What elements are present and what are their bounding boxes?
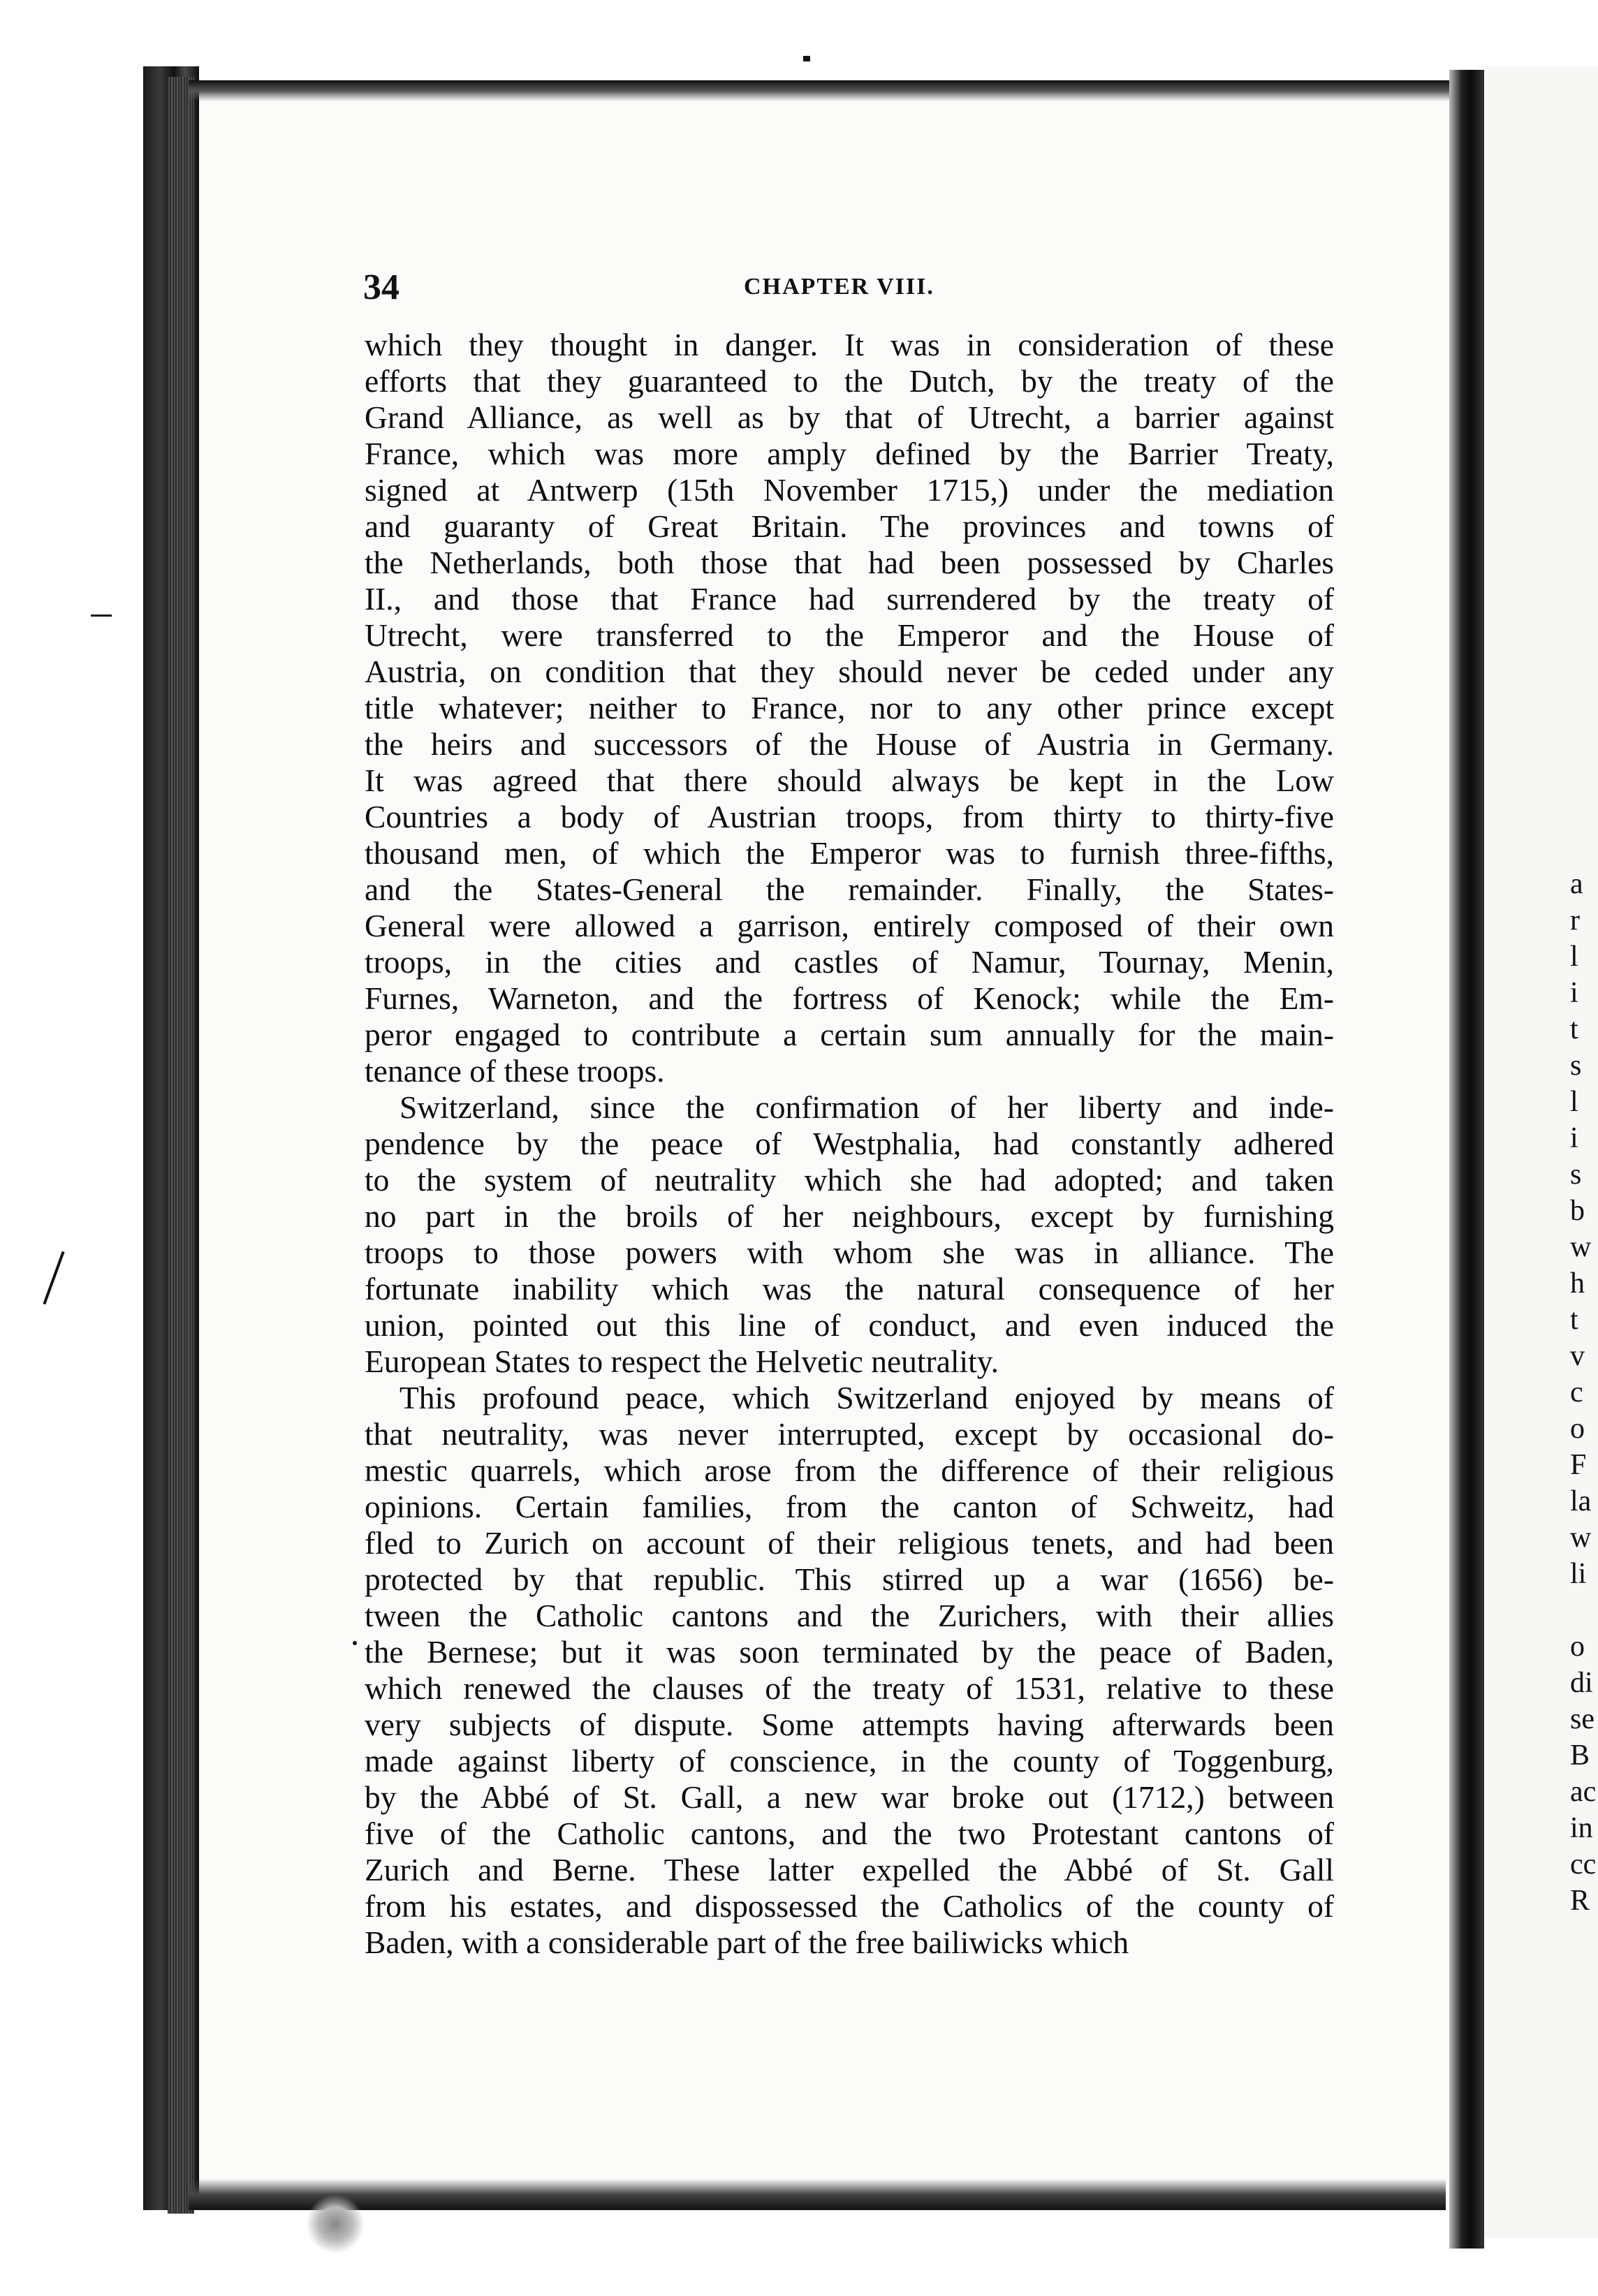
text-line: Furnes, Warneton, and the fortress of Kenock; while the Em-	[365, 980, 1334, 1016]
facing-page-fragment: cc	[1570, 1848, 1597, 1881]
text-line: from his estates, and dispossessed the Catholics of the county of	[365, 1888, 1334, 1924]
text-line: and the States-General the remainder. Finally, the States-	[365, 871, 1334, 907]
text-line: Countries a body of Austrian troops, from thirty to thirty-five	[365, 799, 1334, 834]
facing-page-fragment: la	[1570, 1485, 1592, 1517]
facing-page-fragment: a	[1570, 868, 1583, 900]
text-line: Switzerland, since the confirmation of her liberty and inde-	[400, 1089, 1334, 1125]
chapter-title: CHAPTER VIII.	[744, 274, 934, 300]
ink-speck	[91, 615, 112, 617]
text-line: which renewed the clauses of the treaty of 1531, relative to these	[365, 1670, 1334, 1706]
facing-page-fragment: h	[1570, 1267, 1585, 1300]
page-number: 34	[363, 267, 400, 307]
facing-page-fragment: ac	[1570, 1776, 1597, 1808]
text-line: title whatever; neither to France, nor to any other prince except	[365, 690, 1334, 726]
text-line: France, which was more amply defined by the Barrier Treaty,	[365, 436, 1334, 471]
facing-page-fragment: s	[1570, 1050, 1582, 1082]
text-line: five of the Catholic cantons, and the two Protestant cantons of	[365, 1816, 1334, 1851]
facing-page-fragment: li	[1570, 1558, 1587, 1590]
facing-page-fragment: i	[1570, 977, 1578, 1009]
text-line: General were allowed a garrison, entirely composed of their own	[365, 908, 1334, 943]
facing-page-fragment: l	[1570, 941, 1578, 973]
text-line: tenance of these troops.	[365, 1053, 665, 1089]
text-line: protected by that republic. This stirred up a war (1656) be-	[365, 1561, 1334, 1597]
text-line: Grand Alliance, as well as by that of Utrecht, a barrier against	[365, 399, 1334, 435]
text-line: Zurich and Berne. These latter expelled the Abbé of St. Gall	[365, 1852, 1334, 1887]
facing-page-fragment: v	[1570, 1340, 1585, 1372]
text-line: This profound peace, which Switzerland enjoyed by means of	[400, 1380, 1334, 1415]
facing-page-fragment: B	[1570, 1739, 1590, 1772]
facing-page-fragment: R	[1570, 1885, 1590, 1917]
ink-speck	[43, 1251, 64, 1305]
facing-page-fragment: t	[1570, 1304, 1578, 1336]
top-shadow	[189, 80, 1481, 101]
facing-page-fragment: o	[1570, 1631, 1585, 1663]
text-line: tween the Catholic cantons and the Zurichers, with their allies	[365, 1598, 1334, 1633]
text-line: troops to those powers with whom she was in alliance. The	[365, 1235, 1334, 1270]
facing-page-fragment: t	[1570, 1013, 1578, 1045]
text-line: Austria, on condition that they should never be ceded under any	[365, 654, 1334, 689]
facing-page-fragment: s	[1570, 1158, 1582, 1191]
body-text	[365, 327, 1334, 1961]
text-line: the Bernese; but it was soon terminated by the peace of Baden,	[365, 1634, 1334, 1670]
facing-page-fragment: di	[1570, 1667, 1593, 1699]
text-line: Utrecht, were transferred to the Emperor and the House of	[365, 617, 1334, 653]
text-line: that neutrality, was never interrupted, except by occasional do-	[365, 1416, 1334, 1452]
text-line: the Netherlands, both those that had been possessed by Charles	[365, 545, 1334, 580]
text-line: fled to Zurich on account of their religious tenets, and had been	[365, 1525, 1334, 1561]
text-line: II., and those that France had surrendered by the treaty of	[365, 581, 1334, 617]
text-line: no part in the broils of her neighbours, except by furnishing	[365, 1198, 1334, 1234]
facing-page-fragment: o	[1570, 1413, 1585, 1445]
facing-page-fragment: w	[1570, 1231, 1592, 1263]
text-line: signed at Antwerp (15th November 1715,) under the mediation	[365, 472, 1334, 508]
text-line: European States to respect the Helvetic neutrality.	[365, 1344, 999, 1379]
book-gutter	[1449, 70, 1484, 2249]
facing-page-fragment: in	[1570, 1812, 1593, 1844]
text-line: pendence by the peace of Westphalia, had constantly adhered	[365, 1126, 1334, 1161]
text-line: thousand men, of which the Emperor was to furnish three-fifths,	[365, 835, 1334, 871]
facing-page-fragment: b	[1570, 1195, 1585, 1227]
facing-page-fragment: c	[1570, 1376, 1583, 1408]
text-line: and guaranty of Great Britain. The provinces and towns of	[365, 508, 1334, 544]
text-line: which they thought in danger. It was in consideration of these	[365, 327, 1334, 362]
text-line: to the system of neutrality which she had adopted; and taken	[365, 1162, 1334, 1198]
ink-speck	[803, 56, 810, 61]
text-line: the heirs and successors of the House of Austria in Germany.	[365, 726, 1334, 762]
text-line: fortunate inability which was the natural consequence of her	[365, 1271, 1334, 1307]
text-line: It was agreed that there should always be kept in the Low	[365, 763, 1334, 798]
text-line: union, pointed out this line of conduct, and even induced the	[365, 1307, 1334, 1343]
text-line: peror engaged to contribute a certain sum annually for the main-	[365, 1017, 1334, 1052]
text-line: by the Abbé of St. Gall, a new war broke out (1712,) between	[365, 1779, 1334, 1815]
facing-page-fragment: F	[1570, 1449, 1587, 1481]
page-stack-edges	[168, 77, 194, 2214]
text-line: very subjects of dispute. Some attempts having afterwards been	[365, 1707, 1334, 1742]
ink-speck	[353, 1641, 357, 1645]
facing-page-fragment	[1570, 1592, 1598, 1628]
facing-page-fragment: r	[1570, 904, 1580, 936]
text-line: opinions. Certain families, from the canton of Schweitz, had	[365, 1489, 1334, 1524]
facing-page-fragment: w	[1570, 1522, 1592, 1554]
facing-page-fragment: l	[1570, 1086, 1578, 1118]
facing-page-fragment: se	[1570, 1703, 1595, 1735]
text-line: mestic quarrels, which arose from the difference of their religious	[365, 1452, 1334, 1488]
running-head	[363, 267, 1341, 309]
text-line: Baden, with a considerable part of the free bailiwicks which	[365, 1925, 1129, 1960]
facing-page-fragment: i	[1570, 1122, 1578, 1154]
text-line: made against liberty of conscience, in the county of Toggenburg,	[365, 1743, 1334, 1779]
text-line: efforts that they guaranteed to the Dutch, by the treaty of the	[365, 363, 1334, 399]
ink-smudge	[307, 2193, 363, 2255]
text-line: troops, in the cities and castles of Namur, Tournay, Menin,	[365, 944, 1334, 980]
bottom-shadow	[189, 2179, 1446, 2210]
facing-page-text-fragments	[1570, 866, 1598, 1919]
